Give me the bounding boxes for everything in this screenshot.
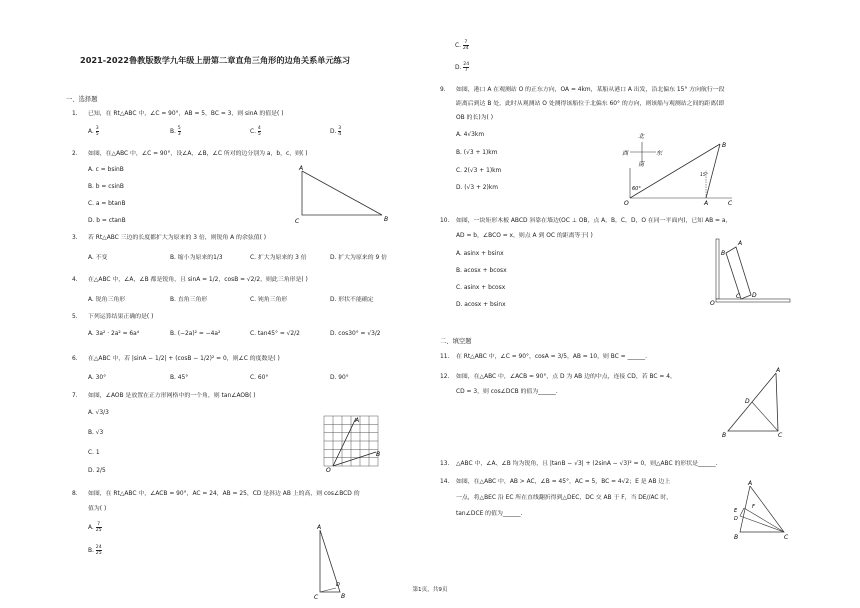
q12-triangle-figure: [720, 365, 790, 439]
question-number: 1.: [72, 111, 78, 117]
label-b: B: [722, 432, 727, 439]
fraction: $\frac{3}{5}$: [95, 126, 99, 137]
question-13: 13. △ABC 中，∠A、∠B 均为锐角，且 |tanB − √3| + (2sinA − √3)² = 0，则△ABC 的形状是______.: [440, 461, 718, 467]
q14-triangle-figure: [730, 478, 790, 540]
label-b: B: [341, 593, 346, 600]
fraction: $\frac{7}{25}$: [95, 522, 102, 533]
label-c: C: [778, 432, 783, 439]
q3-option-d[interactable]: D. 扩大为原来的 9 倍: [330, 255, 388, 261]
q2-option-b[interactable]: B. b = csinB: [88, 184, 124, 190]
label-b: B: [721, 250, 726, 257]
question-8-cont: 值为( ): [88, 506, 107, 512]
label-a: A: [299, 165, 304, 172]
q10-board-figure: [706, 233, 798, 307]
label-e: E: [734, 508, 738, 514]
q4-option-d[interactable]: D. 形状不能确定: [330, 297, 374, 303]
question-12-cont: CD = 3，则 cos∠DCB 的值为______.: [456, 389, 558, 395]
label-a: A: [776, 367, 781, 374]
q8-option-b[interactable]: B. $\frac{24}{25}$: [88, 545, 102, 556]
label-d: D: [745, 398, 750, 405]
q3-option-c[interactable]: C. 扩大为原来的 3 倍: [250, 255, 307, 261]
q2-option-a[interactable]: A. c = bsinB: [88, 167, 124, 173]
q10-option-c[interactable]: C. asinx + bcosx: [456, 285, 506, 291]
q4-option-a[interactable]: A. 锐角三角形: [88, 297, 126, 303]
q7-option-c[interactable]: C. 1: [88, 450, 100, 456]
question-9-cont2: OB 的长)为( ): [456, 115, 493, 121]
q5-option-d[interactable]: D. cos30° = √3/2: [330, 331, 381, 337]
label-west: 西: [622, 150, 629, 157]
label-c: C: [314, 594, 319, 600]
q7-grid-figure: [318, 412, 384, 474]
label-c: C: [728, 200, 733, 206]
q5-option-c[interactable]: C. tan45° = √2/2: [250, 331, 300, 337]
page-title: 2021-2022鲁教版数学九年级上册第二章直角三角形的边角关系单元练习: [80, 55, 351, 65]
q8-option-a[interactable]: A. $\frac{7}{25}$: [88, 522, 102, 533]
label-a: A: [738, 240, 743, 247]
question-8: 8. 如图，在 Rt△ABC 中，∠ACB = 90°，AC = 24，AB = 25，CD 是斜边 AB 上的高，则 cos∠BCD 的: [72, 491, 360, 497]
q1-option-c[interactable]: C. $\frac{4}{5}$: [250, 126, 261, 137]
q9-option-c[interactable]: C. 2(√3 + 1)km: [456, 168, 502, 174]
q9-option-d[interactable]: D. (√3 + 2)km: [456, 185, 498, 191]
label-d: D: [336, 582, 340, 588]
label-south: 南: [638, 161, 645, 168]
label-c: C: [295, 218, 300, 225]
question-10: 10. 如图，一块矩形木板 ABCD 斜靠在墙边(OC ⊥ OB，点 A，B，C，D，O 在同一平面内)，已知 AB = a，: [440, 218, 732, 224]
label-b: B: [734, 534, 739, 540]
q6-option-d[interactable]: D. 90°: [330, 375, 349, 381]
q8-option-c[interactable]: C. $\frac{7}{24}$: [455, 40, 469, 51]
q4-option-b[interactable]: B. 直角三角形: [170, 297, 208, 303]
q6-option-a[interactable]: A. 30°: [88, 375, 107, 381]
q10-option-a[interactable]: A. asinx + bsinx: [456, 251, 504, 257]
section-choice-heading: 一、选择题: [66, 96, 98, 103]
q6-option-c[interactable]: C. 60°: [250, 375, 269, 381]
question-7: 7. 如图，∠AOB 是放置在正方形网格中的一个角，则 tan∠AOB( ): [72, 393, 256, 399]
question-1: [72, 110, 284, 119]
label-b: B: [376, 451, 381, 458]
label-f: F: [752, 504, 755, 510]
q9-compass-figure: [620, 128, 740, 206]
label-o: O: [710, 300, 715, 307]
fraction: $\frac{5}{3}$: [177, 126, 181, 137]
label-a: A: [317, 524, 322, 531]
fraction: $\frac{24}{25}$: [95, 545, 102, 556]
q3-option-a[interactable]: A. 不变: [88, 255, 108, 261]
q4-option-c[interactable]: C. 钝角三角形: [250, 297, 288, 303]
label-north: 北: [638, 133, 645, 140]
q8-option-d[interactable]: D. $\frac{24}{7}$: [455, 62, 470, 73]
q1-option-b[interactable]: B. $\frac{5}{3}$: [170, 126, 181, 137]
fraction: $\frac{24}{7}$: [463, 62, 470, 73]
label-o: O: [326, 467, 331, 474]
q7-option-b[interactable]: B. √3: [88, 430, 104, 436]
question-9-cont: 距离后到达 B 处，此时从观测站 O 处测得该船位于北偏东 60° 的方向，则该船与观测站之间的距离(即: [456, 101, 725, 107]
label-c: C: [784, 534, 789, 540]
label-a: A: [748, 480, 753, 487]
q10-option-d[interactable]: D. acosx + bsinx: [456, 302, 506, 308]
fraction: $\frac{4}{5}$: [257, 126, 261, 137]
label-c: C: [736, 293, 741, 300]
q6-option-b[interactable]: B. 45°: [170, 375, 189, 381]
section-fill-heading: 二、填空题: [440, 338, 472, 345]
question-3: 3. 若 Rt△ABC 三边的长度都扩大为原来的 3 倍，则锐角 A 的余弦值( ): [72, 235, 267, 241]
question-4: 4. 在△ABC 中，∠A，∠B 都是锐角，且 sinA = 1/2，cosB = √2/2，则此三角形是( ): [72, 277, 308, 283]
question-12: 12. 如图，在△ABC 中，∠ACB = 90°，点 D 为 AB 边的中点，连接 CD，若 BC = 4，: [440, 374, 676, 380]
question-14-cont: 一点，将△BEC 沿 EC 所在直线翻折得到△DEC，DC 交 AB 于 F，当 DE//AC 时，: [456, 495, 673, 501]
q9-option-b[interactable]: B. (√3 + 1)km: [456, 150, 498, 156]
label-east: 东: [656, 150, 663, 157]
q2-triangle-figure: [290, 163, 400, 225]
q1-option-d[interactable]: D. $\frac{3}{4}$: [330, 126, 342, 137]
question-5: 5. 下列运算结果正确的是( ): [72, 314, 154, 320]
label-b: B: [722, 142, 727, 149]
q2-option-c[interactable]: C. a = btanB: [88, 201, 126, 207]
question-10-cont: AD = b，∠BCO = x，则点 A 到 OC 的距离等于( ): [456, 233, 593, 239]
label-15deg: 15°: [700, 173, 708, 178]
page-footer: 第1页，共9页: [412, 587, 448, 593]
q5-option-b[interactable]: B. (−2a)² = −4a²: [170, 331, 221, 337]
label-a: A: [704, 200, 709, 206]
q9-option-a[interactable]: A. 4√3km: [456, 132, 485, 138]
label-b: B: [384, 216, 389, 223]
q10-option-b[interactable]: B. acosx + bcosx: [456, 268, 507, 274]
question-14-cont2: tan∠DCE 的值为______.: [456, 511, 523, 517]
question-6: 6. 在△ABC 中，若 |sinA − 1/2| + (cosB − 1/2)² = 0，则∠C 的度数是( ): [72, 356, 280, 362]
question-11: 11. 在 Rt△ABC 中，∠C = 90°，cosA = 3/5，AB = 10，则 BC = ______.: [440, 354, 648, 360]
label-a: A: [355, 417, 360, 424]
label-d: D: [752, 292, 757, 299]
q7-option-a[interactable]: A. √3/3: [88, 410, 109, 416]
q5-option-a[interactable]: A. 3a² · 2a² = 6a⁴: [88, 331, 140, 337]
question-2: 2. 如图，在△ABC 中，∠C = 90°，设∠A，∠B，∠C 所对的边分别为 a，b，c，则( ): [72, 151, 308, 157]
question-9: 9. 如图，港口 A 在观测站 O 的正东方向，OA = 4km，某船从港口 A 出发，沿北偏东 15° 方向航行一段: [440, 87, 725, 93]
label-d: D: [734, 516, 738, 522]
fraction: $\frac{7}{24}$: [462, 40, 469, 51]
label-60deg: 60°: [632, 186, 641, 192]
fraction: $\frac{3}{4}$: [338, 126, 342, 137]
q3-option-b[interactable]: B. 缩小为原来的1/3: [170, 255, 223, 261]
q2-option-d[interactable]: D. b = ctanB: [88, 218, 126, 224]
question-stem: 已知，在 Rt△ABC 中，∠C = 90°，AB = 5，BC = 3，则 sinA 的值是( ): [88, 111, 284, 117]
q7-option-d[interactable]: D. 2/5: [88, 468, 106, 474]
question-14: 14. 如图，在△ABC 中，AB > AC，∠B = 45°，AC = 5，BC = 4√2；E 是 AB 边上: [440, 479, 671, 485]
q1-option-a[interactable]: A. $\frac{3}{5}$: [88, 126, 99, 137]
label-o: O: [624, 200, 629, 206]
